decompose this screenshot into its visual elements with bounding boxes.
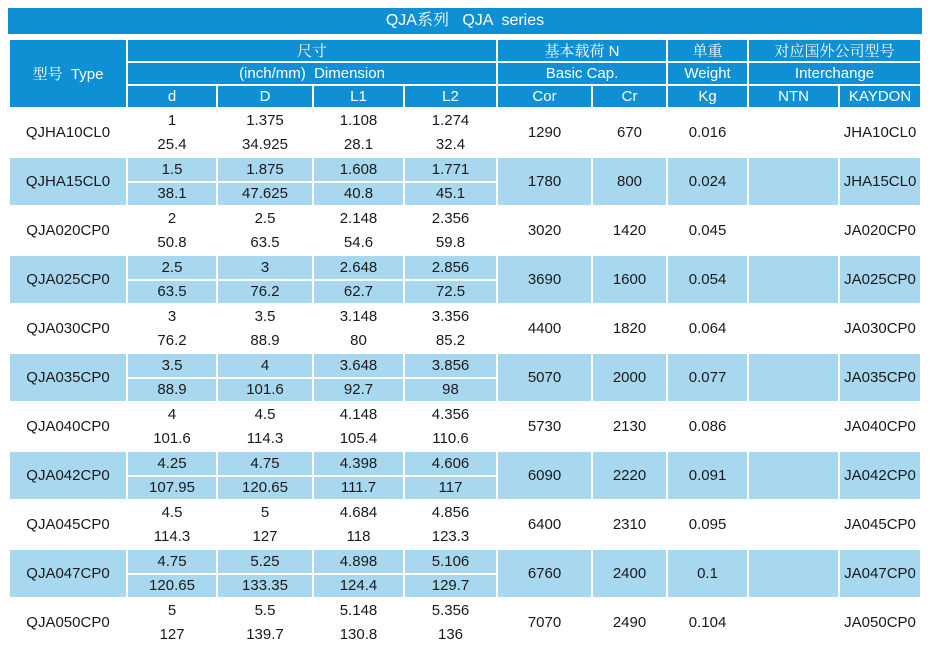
dim-mm-cell: 47.625 <box>218 183 312 206</box>
dim-inch-cell: 3.856 <box>405 354 496 377</box>
kg-cell: 0.086 <box>668 403 747 450</box>
cor-cell: 3690 <box>498 256 591 303</box>
kg-cell: 0.024 <box>668 158 747 205</box>
dim-mm-cell: 63.5 <box>128 281 216 304</box>
cor-cell: 1780 <box>498 158 591 205</box>
table-row <box>10 305 920 328</box>
dim-inch-cell: 2.5 <box>128 256 216 279</box>
kaydon-cell: JA047CP0 <box>840 550 920 597</box>
table-row <box>10 158 920 181</box>
table-row <box>10 109 920 132</box>
col-header-L2: L2 <box>405 86 496 107</box>
dim-mm-cell: 50.8 <box>128 232 216 255</box>
dim-mm-cell: 107.95 <box>128 477 216 500</box>
dim-inch-cell: 1.875 <box>218 158 312 181</box>
dim-mm-cell: 120.65 <box>128 575 216 598</box>
dim-inch-cell: 1.608 <box>314 158 403 181</box>
dim-mm-cell: 76.2 <box>218 281 312 304</box>
kg-cell: 0.045 <box>668 207 747 254</box>
dim-inch-cell: 5.356 <box>405 599 496 622</box>
cr-cell: 670 <box>593 109 666 156</box>
dim-mm-cell: 101.6 <box>218 379 312 402</box>
ntn-cell <box>749 256 838 303</box>
ntn-cell <box>749 354 838 401</box>
kg-cell: 0.064 <box>668 305 747 352</box>
dim-inch-cell: 4.25 <box>128 452 216 475</box>
kg-cell: 0.077 <box>668 354 747 401</box>
dim-mm-cell: 54.6 <box>314 232 403 255</box>
kg-cell: 0.054 <box>668 256 747 303</box>
dim-mm-cell: 129.7 <box>405 575 496 598</box>
table-row <box>10 256 920 279</box>
kaydon-cell: JA045CP0 <box>840 501 920 548</box>
model-cell: QJA020CP0 <box>10 207 126 254</box>
dim-mm-cell: 76.2 <box>128 330 216 353</box>
model-cell: QJA030CP0 <box>10 305 126 352</box>
dim-mm-cell: 25.4 <box>128 134 216 157</box>
cr-cell: 2220 <box>593 452 666 499</box>
col-header-basic-cap-cn: 基本载荷 N <box>498 40 666 61</box>
dim-mm-cell: 114.3 <box>128 526 216 549</box>
col-header-type: 型号 Type <box>10 40 126 107</box>
dim-inch-cell: 1 <box>128 109 216 132</box>
dim-mm-cell: 133.35 <box>218 575 312 598</box>
dim-mm-cell: 123.3 <box>405 526 496 549</box>
cor-cell: 6760 <box>498 550 591 597</box>
table-row <box>10 550 920 573</box>
dim-inch-cell: 2.856 <box>405 256 496 279</box>
dim-mm-cell: 88.9 <box>128 379 216 402</box>
dim-mm-cell: 85.2 <box>405 330 496 353</box>
dim-mm-cell: 101.6 <box>128 428 216 451</box>
cor-cell: 6090 <box>498 452 591 499</box>
kaydon-cell: JA050CP0 <box>840 599 920 646</box>
model-cell: QJA050CP0 <box>10 599 126 646</box>
header-row-1 <box>10 40 920 61</box>
dim-mm-cell: 105.4 <box>314 428 403 451</box>
cor-cell: 7070 <box>498 599 591 646</box>
dim-mm-cell: 92.7 <box>314 379 403 402</box>
kg-cell: 0.091 <box>668 452 747 499</box>
cr-cell: 2400 <box>593 550 666 597</box>
cor-cell: 5070 <box>498 354 591 401</box>
model-cell: QJA025CP0 <box>10 256 126 303</box>
dim-mm-cell: 127 <box>218 526 312 549</box>
cor-cell: 6400 <box>498 501 591 548</box>
dim-inch-cell: 5.106 <box>405 550 496 573</box>
kaydon-cell: JA030CP0 <box>840 305 920 352</box>
dim-mm-cell: 130.8 <box>314 624 403 647</box>
cr-cell: 2310 <box>593 501 666 548</box>
dim-inch-cell: 3 <box>218 256 312 279</box>
dim-inch-cell: 4.148 <box>314 403 403 426</box>
dim-inch-cell: 5.25 <box>218 550 312 573</box>
dim-inch-cell: 4.898 <box>314 550 403 573</box>
col-header-Cr: Cr <box>593 86 666 107</box>
kg-cell: 0.016 <box>668 109 747 156</box>
table-row <box>10 207 920 230</box>
dim-mm-cell: 139.7 <box>218 624 312 647</box>
table-row <box>10 403 920 426</box>
table-header <box>10 40 920 107</box>
table-title: QJA系列 QJA series <box>8 8 922 34</box>
kaydon-cell: JA020CP0 <box>840 207 920 254</box>
model-cell: QJA040CP0 <box>10 403 126 450</box>
dim-inch-cell: 4.606 <box>405 452 496 475</box>
kaydon-cell: JA040CP0 <box>840 403 920 450</box>
kaydon-cell: JHA15CL0 <box>840 158 920 205</box>
ntn-cell <box>749 305 838 352</box>
dim-inch-cell: 3.148 <box>314 305 403 328</box>
ntn-cell <box>749 550 838 597</box>
dim-inch-cell: 4 <box>128 403 216 426</box>
model-cell: QJA042CP0 <box>10 452 126 499</box>
dim-mm-cell: 59.8 <box>405 232 496 255</box>
dim-inch-cell: 3.356 <box>405 305 496 328</box>
dim-mm-cell: 118 <box>314 526 403 549</box>
col-header-NTN: NTN <box>749 86 838 107</box>
model-cell: QJA047CP0 <box>10 550 126 597</box>
col-header-interchange-en: Interchange <box>749 63 920 84</box>
dim-mm-cell: 117 <box>405 477 496 500</box>
dim-inch-cell: 3.5 <box>128 354 216 377</box>
dim-mm-cell: 32.4 <box>405 134 496 157</box>
dim-inch-cell: 4.684 <box>314 501 403 524</box>
col-header-dimension-en: (inch/mm) Dimension <box>128 63 496 84</box>
kaydon-cell: JA035CP0 <box>840 354 920 401</box>
dim-mm-cell: 28.1 <box>314 134 403 157</box>
dim-inch-cell: 1.108 <box>314 109 403 132</box>
col-header-L1: L1 <box>314 86 403 107</box>
cor-cell: 3020 <box>498 207 591 254</box>
dim-inch-cell: 4.398 <box>314 452 403 475</box>
col-header-KAYDON: KAYDON <box>840 86 920 107</box>
col-header-Kg: Kg <box>668 86 747 107</box>
cr-cell: 1420 <box>593 207 666 254</box>
dim-inch-cell: 5 <box>128 599 216 622</box>
dim-mm-cell: 45.1 <box>405 183 496 206</box>
cor-cell: 4400 <box>498 305 591 352</box>
cr-cell: 800 <box>593 158 666 205</box>
kg-cell: 0.1 <box>668 550 747 597</box>
header-row-3 <box>10 86 920 107</box>
dim-inch-cell: 4.75 <box>128 550 216 573</box>
cr-cell: 2130 <box>593 403 666 450</box>
dim-inch-cell: 1.771 <box>405 158 496 181</box>
dim-inch-cell: 5.148 <box>314 599 403 622</box>
model-cell: QJA035CP0 <box>10 354 126 401</box>
dim-mm-cell: 72.5 <box>405 281 496 304</box>
header-row-2 <box>10 63 920 84</box>
ntn-cell <box>749 452 838 499</box>
dim-inch-cell: 4 <box>218 354 312 377</box>
dim-inch-cell: 3.5 <box>218 305 312 328</box>
dim-inch-cell: 2.648 <box>314 256 403 279</box>
kaydon-cell: JHA10CL0 <box>840 109 920 156</box>
dim-mm-cell: 120.65 <box>218 477 312 500</box>
dim-inch-cell: 3.648 <box>314 354 403 377</box>
dim-mm-cell: 63.5 <box>218 232 312 255</box>
col-header-dimension-cn: 尺寸 <box>128 40 496 61</box>
dim-inch-cell: 2.5 <box>218 207 312 230</box>
kg-cell: 0.104 <box>668 599 747 646</box>
ntn-cell <box>749 599 838 646</box>
dim-inch-cell: 4.856 <box>405 501 496 524</box>
dim-mm-cell: 62.7 <box>314 281 403 304</box>
table-row <box>10 354 920 377</box>
dim-mm-cell: 88.9 <box>218 330 312 353</box>
ntn-cell <box>749 207 838 254</box>
col-header-weight-en: Weight <box>668 63 747 84</box>
cor-cell: 5730 <box>498 403 591 450</box>
dim-inch-cell: 2 <box>128 207 216 230</box>
dim-inch-cell: 3 <box>128 305 216 328</box>
dim-inch-cell: 4.5 <box>218 403 312 426</box>
ntn-cell <box>749 158 838 205</box>
dim-mm-cell: 124.4 <box>314 575 403 598</box>
dim-mm-cell: 110.6 <box>405 428 496 451</box>
dim-inch-cell: 1.5 <box>128 158 216 181</box>
dim-inch-cell: 1.274 <box>405 109 496 132</box>
ntn-cell <box>749 501 838 548</box>
dim-mm-cell: 38.1 <box>128 183 216 206</box>
table-body <box>10 109 920 646</box>
dim-inch-cell: 2.356 <box>405 207 496 230</box>
dim-mm-cell: 34.925 <box>218 134 312 157</box>
kaydon-cell: JA025CP0 <box>840 256 920 303</box>
table-row <box>10 599 920 622</box>
dim-inch-cell: 4.75 <box>218 452 312 475</box>
dim-inch-cell: 5 <box>218 501 312 524</box>
dim-inch-cell: 2.148 <box>314 207 403 230</box>
ntn-cell <box>749 109 838 156</box>
cr-cell: 1600 <box>593 256 666 303</box>
dim-inch-cell: 4.5 <box>128 501 216 524</box>
dim-mm-cell: 114.3 <box>218 428 312 451</box>
model-cell: QJHA10CL0 <box>10 109 126 156</box>
table-row <box>10 452 920 475</box>
col-header-basic-cap-en: Basic Cap. <box>498 63 666 84</box>
cr-cell: 2490 <box>593 599 666 646</box>
cor-cell: 1290 <box>498 109 591 156</box>
dim-inch-cell: 1.375 <box>218 109 312 132</box>
kaydon-cell: JA042CP0 <box>840 452 920 499</box>
cr-cell: 2000 <box>593 354 666 401</box>
model-cell: QJA045CP0 <box>10 501 126 548</box>
dim-mm-cell: 40.8 <box>314 183 403 206</box>
col-header-d: d <box>128 86 216 107</box>
col-header-Cor: Cor <box>498 86 591 107</box>
kg-cell: 0.095 <box>668 501 747 548</box>
col-header-D: D <box>218 86 312 107</box>
cr-cell: 1820 <box>593 305 666 352</box>
qja-series-table <box>8 38 922 648</box>
dim-mm-cell: 80 <box>314 330 403 353</box>
dim-mm-cell: 111.7 <box>314 477 403 500</box>
model-cell: QJHA15CL0 <box>10 158 126 205</box>
dim-mm-cell: 127 <box>128 624 216 647</box>
dim-inch-cell: 4.356 <box>405 403 496 426</box>
dim-inch-cell: 5.5 <box>218 599 312 622</box>
table-row <box>10 501 920 524</box>
ntn-cell <box>749 403 838 450</box>
dim-mm-cell: 136 <box>405 624 496 647</box>
col-header-interchange-cn: 对应国外公司型号 <box>749 40 920 61</box>
dim-mm-cell: 98 <box>405 379 496 402</box>
col-header-weight-cn: 单重 <box>668 40 747 61</box>
